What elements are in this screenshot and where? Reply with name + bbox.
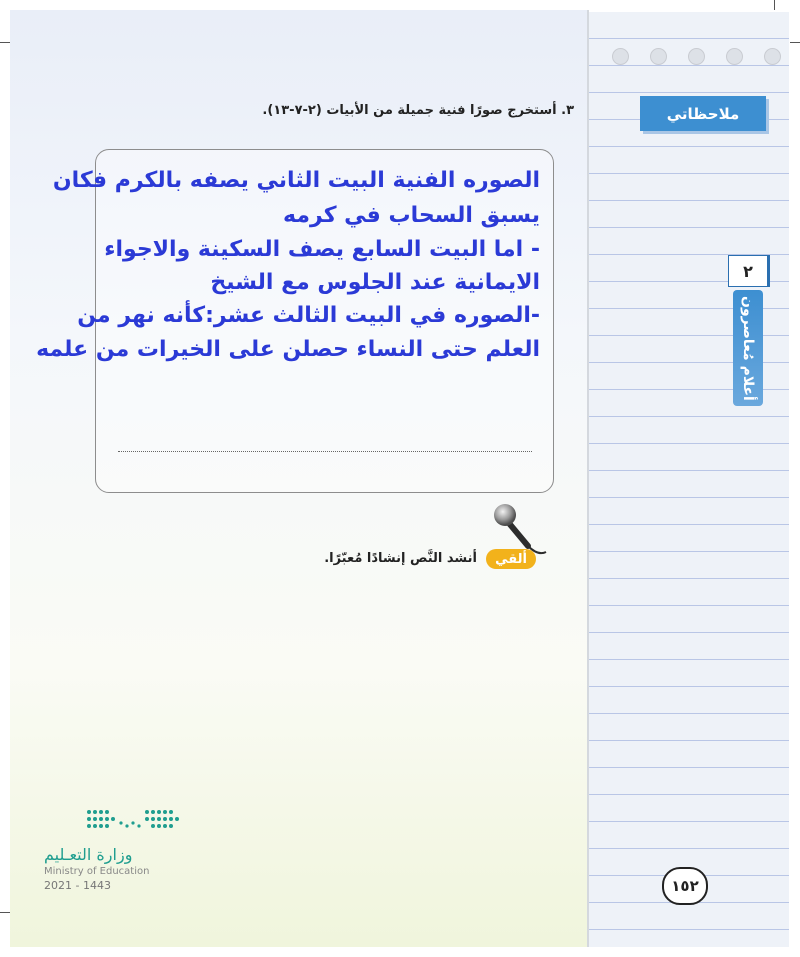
question-text: ٣. أستخرج صورًا فنية جميلة من الأبيات (٢-٧-١٣). [262, 103, 574, 118]
binder-hole-icon [726, 48, 743, 65]
answer-line: يسبق السحاب في كرمه [283, 203, 540, 228]
ministry-name-ar: وزارة التعـليم [44, 845, 133, 864]
answer-line: الايمانية عند الجلوس مع الشيخ [210, 270, 540, 295]
edition-year: 2021 - 1443 [44, 879, 111, 892]
notes-tab: ملاحظاتي [640, 96, 766, 131]
answer-line: الصوره الفنية البيت الثاني يصفه بالكرم فكان [52, 168, 540, 193]
notes-panel [589, 12, 789, 947]
recite-badge: ألقي [486, 549, 536, 569]
moe-logo-icon [85, 808, 180, 834]
page-top-margin [0, 0, 800, 10]
unit-title: أعلام مُعاصرون [733, 290, 763, 406]
binder-hole-icon [612, 48, 629, 65]
binder-hole-icon [764, 48, 781, 65]
binder-hole-icon [688, 48, 705, 65]
answer-line: - اما البيت السابع يصف السكينة والاجواء [104, 237, 540, 262]
writing-line [118, 451, 532, 452]
recite-instruction: أنشد النَّص إنشادًا مُعبّرًا. [324, 551, 477, 566]
page-number: ١٥٢ [662, 867, 708, 905]
binder-hole-icon [650, 48, 667, 65]
ministry-name-en: Ministry of Education [44, 866, 150, 877]
crop-mark [0, 42, 10, 43]
answer-line: -الصوره في البيت الثالث عشر:كأنه نهر من [77, 303, 540, 328]
crop-mark [790, 42, 800, 43]
crop-mark [774, 0, 775, 10]
crop-mark [0, 912, 10, 913]
answer-line: العلم حتى النساء حصلن على الخيرات من علمه [36, 337, 540, 362]
unit-number: ٢ [728, 255, 770, 287]
